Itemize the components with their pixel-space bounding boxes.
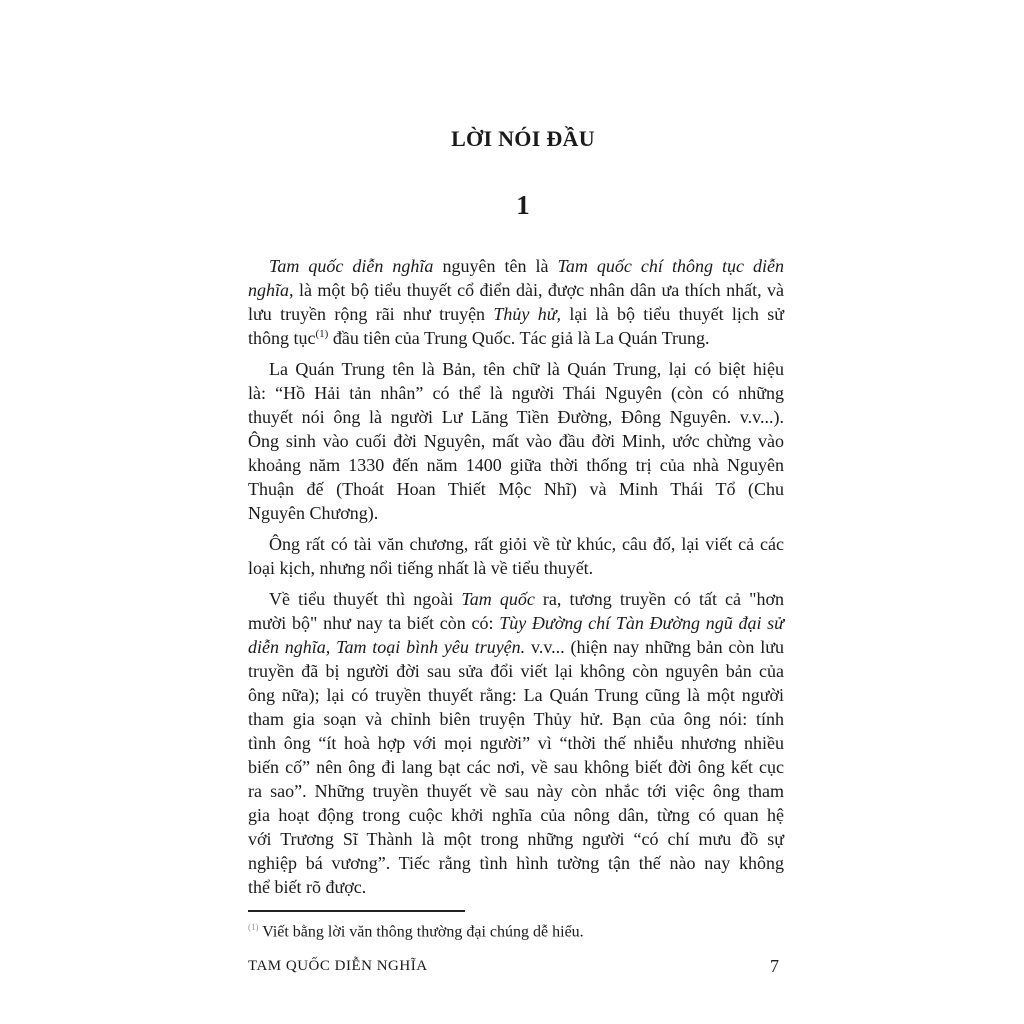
text-segment: diễn nghĩa, Tam toại bình yêu truyện.	[248, 637, 526, 657]
text-segment: Nguyên Chương).	[248, 503, 379, 523]
footnote-marker: (1)	[248, 922, 259, 932]
text-segment: Tam quốc	[461, 589, 535, 609]
text-segment: lưu truyền rộng rãi như truyện	[248, 304, 494, 324]
text-line	[248, 326, 784, 350]
text-line	[248, 453, 784, 477]
text-line	[248, 803, 784, 827]
paragraph	[248, 254, 784, 350]
text-line	[248, 587, 784, 611]
text-segment: Về tiểu thuyết thì ngoài	[269, 589, 462, 609]
text-segment: Thủy hử,	[493, 304, 562, 324]
text-segment: Tùy Đường chí Tàn Đường ngũ đại sử	[499, 613, 784, 633]
text-segment: khoảng năm 1330 đến năm 1400 giữa thời thống trị của nhà Nguyên	[248, 455, 784, 475]
text-line	[248, 302, 784, 326]
text-line	[248, 381, 784, 405]
text-segment: nghĩa,	[248, 280, 294, 300]
text-line	[248, 556, 784, 580]
text-segment: với Trương Sĩ Thành là một trong những người “có chí mưu đồ sự	[248, 829, 784, 849]
text-line	[248, 683, 784, 707]
text-segment: tình ông “ít hoà hợp với mọi người” vì “thời thế nhiễu nhương nhiều	[248, 733, 784, 753]
paragraph	[248, 587, 784, 899]
paragraph	[248, 532, 784, 580]
text-segment: là: “Hồ Hải tản nhân” có thể là người Thái Nguyên (còn có những	[248, 383, 784, 403]
text-line	[248, 254, 784, 278]
text-segment: nghiệp bá vương”. Tiếc rằng tình hình tường tận thế nào nay không	[248, 853, 784, 873]
text-line	[248, 532, 784, 556]
text-segment: đầu tiên của Trung Quốc. Tác giả là La Quán Trung.	[328, 328, 710, 348]
text-segment: là một bộ tiểu thuyết cổ điển dài, được nhân dân ưa thích nhất, và	[293, 280, 784, 300]
text-line	[248, 611, 784, 635]
text-segment: lại là bộ tiểu thuyết lịch sử	[561, 304, 784, 324]
running-footer-title: TAM QUỐC DIỄN NGHĨA	[248, 958, 428, 974]
text-segment: v.v... (hiện nay những bản còn lưu	[525, 637, 784, 657]
text-segment: nguyên tên là	[433, 256, 558, 276]
body-text	[248, 254, 784, 906]
text-line	[248, 731, 784, 755]
footnote	[248, 922, 584, 941]
text-line	[248, 875, 784, 899]
text-segment: La Quán Trung tên là Bản, tên chữ là Quán Trung, lại có biệt hiệu	[269, 359, 784, 379]
text-line	[248, 429, 784, 453]
paragraph	[248, 357, 784, 525]
text-segment: ra sao”. Những truyền thuyết về sau này còn nhắc tới việc ông tham	[248, 781, 784, 801]
text-line	[248, 827, 784, 851]
text-line	[248, 851, 784, 875]
text-segment: biến cố” nên ông đi lang bạt các nơi, về sau không biết đời ông kết cục	[248, 757, 784, 777]
text-segment: Ông sinh vào cuối đời Nguyên, mất vào đầu đời Minh, ước chừng vào	[248, 431, 784, 451]
text-segment: Thuận đế (Thoát Hoan Thiết Mộc Nhĩ) và Minh Thái Tổ (Chu	[248, 479, 784, 499]
text-segment: mười bộ" như nay ta biết còn có:	[248, 613, 500, 633]
text-line	[248, 501, 784, 525]
text-line	[248, 405, 784, 429]
text-line	[248, 707, 784, 731]
text-line	[248, 659, 784, 683]
text-segment: ra, tương truyền có tất cả "hơn	[534, 589, 784, 609]
page-number: 7	[770, 956, 779, 976]
text-segment: Ông rất có tài văn chương, rất giỏi về từ khúc, câu đố, lại viết cả các	[269, 534, 784, 554]
text-segment: thuyết nói ông là người Lư Lăng Tiền Đường, Đông Nguyên. v.v...).	[248, 407, 784, 427]
text-segment: loại kịch, nhưng nổi tiếng nhất là về tiểu thuyết.	[248, 558, 594, 578]
text-line	[248, 755, 784, 779]
text-segment: thể biết rõ được.	[248, 877, 367, 897]
text-segment: Tam quốc chí thông tục diễn	[557, 256, 784, 276]
text-line	[248, 357, 784, 381]
text-segment: tham gia soạn và chỉnh biên truyện Thủy hử. Bạn của ông nói: tính	[248, 709, 784, 729]
text-line	[248, 477, 784, 501]
chapter-number: 1	[516, 190, 530, 220]
text-segment: Tam quốc diễn nghĩa	[269, 256, 434, 276]
text-line	[248, 779, 784, 803]
text-segment: ông nữa); lại có truyền thuyết rằng: La Quán Trung cũng là một người	[248, 685, 784, 705]
text-segment: thông tục	[248, 328, 316, 348]
footnote-divider	[248, 910, 465, 912]
footnote-text: Viết bằng lời văn thông thường đại chúng dễ hiểu.	[262, 923, 584, 941]
text-line	[248, 635, 784, 659]
text-line	[248, 278, 784, 302]
footnote-reference: (1)	[315, 328, 329, 340]
page-title: LỜI NÓI ĐẦU	[451, 126, 595, 151]
text-segment: gia hoạt động trong cuộc khởi nghĩa của nông dân, từng có quan hệ	[248, 805, 784, 825]
text-segment: truyền đã bị người đời sau sửa đổi viết lại không còn nguyên bản của	[248, 661, 784, 681]
